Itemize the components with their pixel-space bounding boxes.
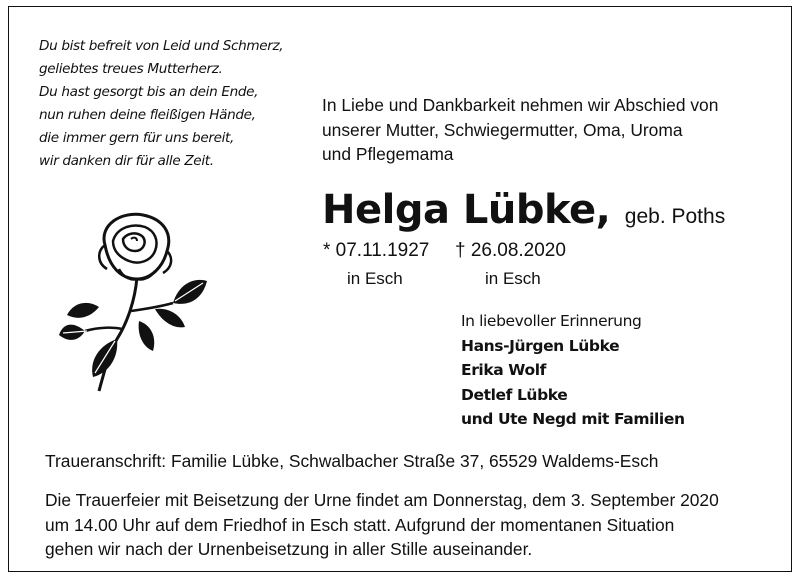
intro-line: und Pflegemama <box>322 144 454 164</box>
mourner-name: Hans-Jürgen Lübke <box>461 336 620 355</box>
birth-date: * 07.11.1927 <box>323 240 430 261</box>
deceased-name: Helga Lübke, <box>322 187 611 233</box>
service-details <box>45 488 795 562</box>
deceased-name-line <box>322 187 725 233</box>
service-line: Die Trauerfeier mit Beisetzung der Urne findet am Donnerstag, dem 3. September 2020 <box>45 490 719 510</box>
rose-icon <box>59 211 209 395</box>
poem <box>39 35 309 173</box>
mourner-name: Erika Wolf <box>461 361 546 379</box>
maiden-name: geb. Poths <box>624 205 726 228</box>
obituary-notice <box>8 6 792 572</box>
service-line: gehen wir nach der Urnenbeisetzung in aller Stille auseinander. <box>45 539 533 559</box>
poem-line: geliebtes treues Mutterherz. <box>39 61 223 77</box>
poem-line: nun ruhen deine fleißigen Hände, <box>39 107 256 123</box>
poem-line: die immer gern für uns bereit, <box>39 130 234 146</box>
mourner-name: und Ute Negd mit Familien <box>461 410 685 428</box>
poem-line: Du hast gesorgt bis an dein Ende, <box>39 84 259 100</box>
death-place: in Esch <box>485 269 541 288</box>
memory-phrase: In liebevoller Erinnerung <box>461 312 642 330</box>
death-date: † 26.08.2020 <box>455 240 566 261</box>
intro-line: unserer Mutter, Schwiegermutter, Oma, Uroma <box>322 119 683 140</box>
farewell-intro <box>322 93 792 167</box>
poem-line: wir danken dir für alle Zeit. <box>39 153 214 169</box>
mourning-address: Traueranschrift: Familie Lübke, Schwalbacher Straße 37, 65529 Waldems-Esch <box>45 451 659 471</box>
mourners-block <box>461 309 781 432</box>
mourner-name: Detlef Lübke <box>461 385 568 404</box>
intro-line: In Liebe und Dankbarkeit nehmen wir Abschied von <box>322 95 719 115</box>
poem-line: Du bist befreit von Leid und Schmerz, <box>39 38 284 54</box>
birth-place: in Esch <box>347 269 403 288</box>
service-line: um 14.00 Uhr auf dem Friedhof in Esch statt. Aufgrund der momentanen Situation <box>45 514 675 535</box>
